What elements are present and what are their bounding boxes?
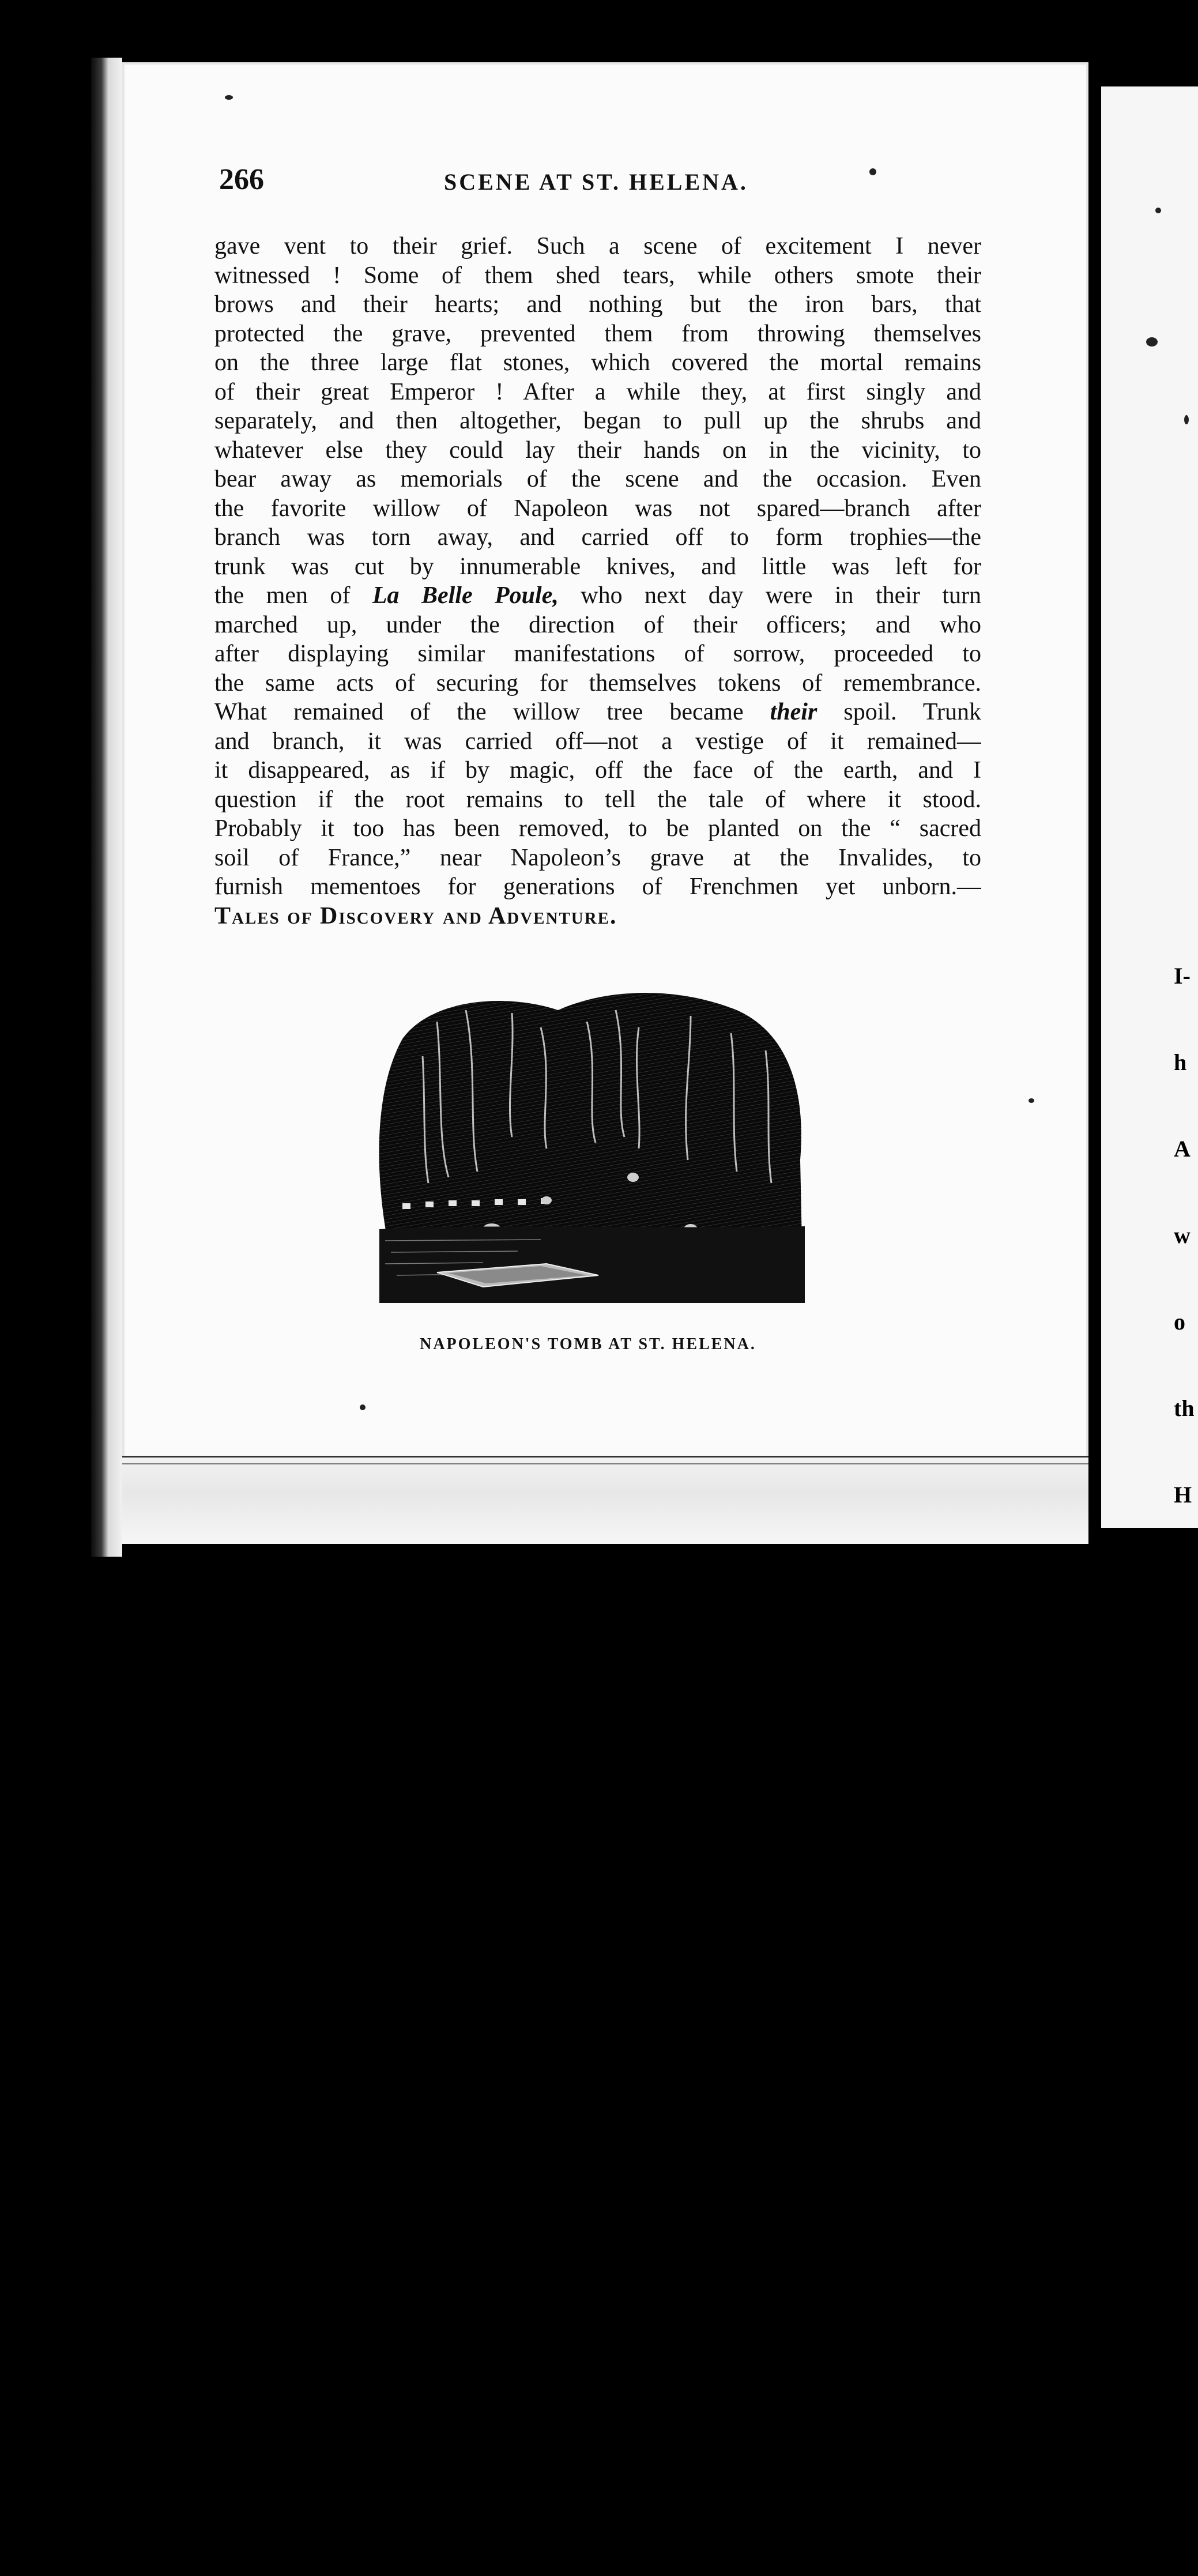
facing-line: w (1174, 1222, 1191, 1248)
emphasis-word: their (770, 699, 817, 725)
text-line: the same acts of securing for themselves tokens of remembrance. (214, 669, 981, 696)
facing-line: n (1174, 1655, 1187, 1681)
text-line: the favorite willow of Napoleon was not spared—branch after (214, 495, 981, 522)
source-citation: Tales of Discovery and Adventure. (214, 902, 617, 929)
running-title: SCENE AT ST. HELENA. (444, 169, 748, 195)
text-line: bear away as memorials of the scene and the occasion. Even (214, 466, 981, 492)
facing-line: M (1174, 1568, 1196, 1594)
facing-line: be (1174, 2001, 1197, 2027)
text-line (214, 581, 981, 611)
facing-line: I- (1174, 963, 1191, 989)
text-span: who next day were in their turn (558, 582, 981, 609)
page-header (219, 163, 1003, 203)
facing-line: tr (1174, 2260, 1192, 2286)
facing-line: no (1174, 2519, 1198, 2545)
text-span: What remained of the willow tree became (214, 699, 770, 725)
text-line: marched up, under the direction of their officers; and who (214, 611, 981, 638)
page-number: 266 (219, 163, 264, 196)
text-line: protected the grave, prevented them from throwing themselves (214, 320, 981, 347)
facing-line: B (1174, 1914, 1189, 1940)
scan-speck (1146, 337, 1158, 347)
text-line: it disappeared, as if by magic, off the face of the earth, and I (214, 757, 981, 784)
facing-page-text (1174, 904, 1198, 2576)
text-line: and branch, it was carried off—not a vestige of it remained— (214, 728, 981, 755)
scan-speck (1029, 1098, 1034, 1103)
facing-line: A (1174, 1136, 1191, 1162)
text-line: soil of France,” near Napoleon’s grave at the Invalides, to (214, 844, 981, 871)
facing-line: ha (1174, 1741, 1198, 1767)
scan-speck (360, 1404, 366, 1410)
facing-line: o (1174, 1309, 1185, 1335)
text-line: question if the root remains to tell the tale of where it stood. (214, 786, 981, 813)
text-line: after displaying similar manifestations of sorrow, proceeded to (214, 641, 981, 667)
tomb-engraving-image (368, 987, 805, 1303)
facing-line: pa (1174, 1828, 1198, 1854)
text-line: branch was torn away, and carried off to form trophies—the (214, 524, 981, 551)
text-line: trunk was cut by innumerable knives, and little was left for (214, 553, 981, 580)
text-line: witnessed ! Some of them shed tears, while others smote their (214, 262, 981, 289)
scan-speck (225, 95, 233, 100)
text-span: spoil. Trunk (817, 699, 981, 725)
facing-line: w (1174, 2174, 1191, 2200)
scan-speck (1184, 415, 1189, 424)
facing-line: at (1174, 2087, 1193, 2113)
book-gutter (1088, 58, 1101, 1557)
body-text (214, 232, 981, 931)
text-line (214, 698, 981, 727)
ship-name: La Belle Poule, (372, 582, 559, 609)
facing-line: di (1174, 2347, 1193, 2372)
text-line: on the three large flat stones, which covered the mortal remains (214, 349, 981, 376)
facing-line: th (1174, 1395, 1195, 1421)
text-line: Probably it too has been removed, to be planted on the “ sacred (214, 815, 981, 842)
text-line: separately, and then altogether, began to pull up the shrubs and (214, 408, 981, 434)
text-line: brows and their hearts; and nothing but the iron bars, that (214, 291, 981, 318)
illustration-caption: NAPOLEON'S TOMB AT ST. HELENA. (420, 1335, 756, 1353)
page-edge (91, 58, 122, 1557)
facing-line: ha (1174, 2433, 1198, 2459)
text-span: the men of (214, 582, 372, 609)
text-line: gave vent to their grief. Such a scene of excitement I never (214, 233, 981, 259)
text-line: whatever else they could lay their hands on in the vicinity, to (214, 436, 981, 464)
page-bottom-margin (122, 1456, 1088, 1544)
text-line: furnish mementoes for generations of Frenchmen yet unborn.— (214, 873, 981, 900)
facing-line: H (1174, 1482, 1192, 1508)
scan-speck (1155, 208, 1161, 213)
text-line: of their great Emperor ! After a while they, at first singly and (214, 378, 981, 405)
scan-speck (869, 168, 876, 175)
facing-line: h (1174, 1049, 1187, 1075)
